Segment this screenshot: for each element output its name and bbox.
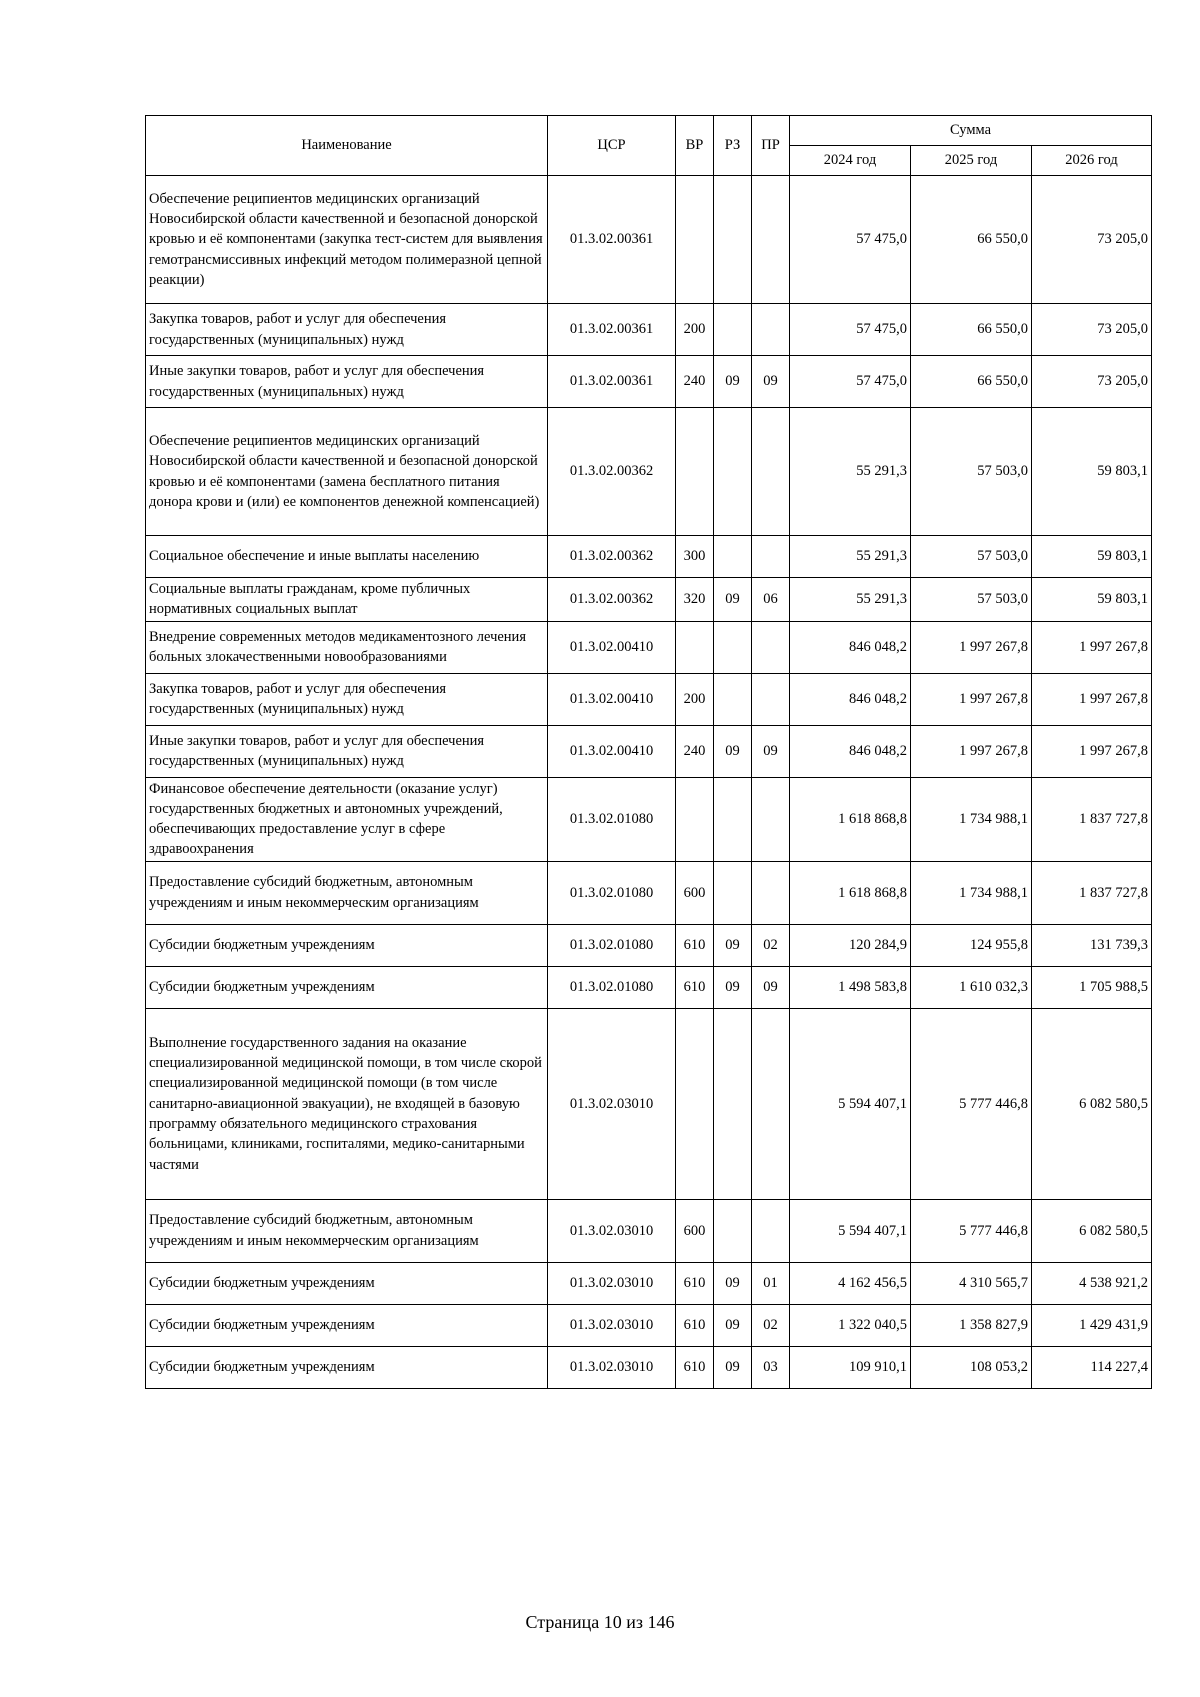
table-row bbox=[146, 1346, 1152, 1388]
row-sum-2024: 846 048,2 bbox=[790, 673, 911, 725]
header-year-2025: 2025 год bbox=[911, 146, 1032, 176]
row-sum-2025: 5 777 446,8 bbox=[911, 1199, 1032, 1262]
row-name: Иные закупки товаров, работ и услуг для обеспечения государственных (муниципальных) нужд bbox=[146, 356, 548, 408]
row-sum-2026: 1 429 431,9 bbox=[1032, 1304, 1152, 1346]
row-csr: 01.3.02.03010 bbox=[548, 1008, 676, 1199]
row-sum-2026: 59 803,1 bbox=[1032, 408, 1152, 536]
row-name: Предоставление субсидий бюджетным, автономным учреждениям и иным некоммерческим организациям bbox=[146, 861, 548, 924]
row-sum-2024: 57 475,0 bbox=[790, 176, 911, 304]
row-rz: 09 bbox=[714, 1346, 752, 1388]
header-pr: ПР bbox=[752, 116, 790, 176]
row-name: Выполнение государственного задания на оказание специализированной медицинской помощи, в том числе скорой специализированной медицинской помощи (в том числе санитарно-авиационной эвакуации), не входящей в базовую программу обязательного медицинского страхования больницами, клиниками, госпиталями, медико-санитарными частями bbox=[146, 1008, 548, 1199]
table-row bbox=[146, 777, 1152, 861]
row-sum-2026: 4 538 921,2 bbox=[1032, 1262, 1152, 1304]
row-pr bbox=[752, 304, 790, 356]
row-sum-2025: 1 610 032,3 bbox=[911, 966, 1032, 1008]
table-row bbox=[146, 621, 1152, 673]
row-csr: 01.3.02.03010 bbox=[548, 1304, 676, 1346]
row-sum-2025: 108 053,2 bbox=[911, 1346, 1032, 1388]
row-vr: 200 bbox=[676, 304, 714, 356]
row-csr: 01.3.02.03010 bbox=[548, 1262, 676, 1304]
row-rz bbox=[714, 536, 752, 578]
row-rz: 09 bbox=[714, 356, 752, 408]
table-row bbox=[146, 1262, 1152, 1304]
table-row bbox=[146, 924, 1152, 966]
header-vr: ВР bbox=[676, 116, 714, 176]
row-csr: 01.3.02.00410 bbox=[548, 673, 676, 725]
row-rz bbox=[714, 408, 752, 536]
row-csr: 01.3.02.00362 bbox=[548, 408, 676, 536]
row-vr: 610 bbox=[676, 924, 714, 966]
row-rz bbox=[714, 673, 752, 725]
row-sum-2026: 6 082 580,5 bbox=[1032, 1008, 1152, 1199]
row-pr: 09 bbox=[752, 966, 790, 1008]
row-csr: 01.3.02.00362 bbox=[548, 536, 676, 578]
row-vr: 300 bbox=[676, 536, 714, 578]
row-name: Финансовое обеспечение деятельности (оказание услуг) государственных бюджетных и автономных учреждений, обеспечивающих предоставление услуг в сфере здравоохранения bbox=[146, 777, 548, 861]
table-row bbox=[146, 1008, 1152, 1199]
row-rz: 09 bbox=[714, 924, 752, 966]
row-sum-2024: 5 594 407,1 bbox=[790, 1199, 911, 1262]
row-sum-2025: 5 777 446,8 bbox=[911, 1008, 1032, 1199]
table-row bbox=[146, 304, 1152, 356]
row-vr: 320 bbox=[676, 578, 714, 622]
row-sum-2026: 114 227,4 bbox=[1032, 1346, 1152, 1388]
row-csr: 01.3.02.01080 bbox=[548, 777, 676, 861]
page-number: Страница 10 из 146 bbox=[525, 1612, 675, 1632]
row-sum-2026: 73 205,0 bbox=[1032, 304, 1152, 356]
row-pr: 03 bbox=[752, 1346, 790, 1388]
header-name: Наименование bbox=[146, 116, 548, 176]
row-csr: 01.3.02.00361 bbox=[548, 304, 676, 356]
table-row bbox=[146, 725, 1152, 777]
row-pr bbox=[752, 1008, 790, 1199]
row-sum-2025: 4 310 565,7 bbox=[911, 1262, 1032, 1304]
row-sum-2024: 5 594 407,1 bbox=[790, 1008, 911, 1199]
row-pr: 06 bbox=[752, 578, 790, 622]
row-sum-2025: 66 550,0 bbox=[911, 356, 1032, 408]
header-sum: Сумма bbox=[790, 116, 1152, 146]
row-sum-2025: 1 358 827,9 bbox=[911, 1304, 1032, 1346]
row-csr: 01.3.02.00410 bbox=[548, 621, 676, 673]
row-csr: 01.3.02.00361 bbox=[548, 176, 676, 304]
row-rz bbox=[714, 176, 752, 304]
table-row bbox=[146, 1199, 1152, 1262]
table-body bbox=[146, 176, 1152, 1389]
row-pr: 09 bbox=[752, 356, 790, 408]
table-row bbox=[146, 536, 1152, 578]
row-name: Социальные выплаты гражданам, кроме публичных нормативных социальных выплат bbox=[146, 578, 548, 622]
table-row bbox=[146, 578, 1152, 622]
row-vr: 600 bbox=[676, 1199, 714, 1262]
row-sum-2024: 57 475,0 bbox=[790, 304, 911, 356]
row-name: Субсидии бюджетным учреждениям bbox=[146, 966, 548, 1008]
row-pr bbox=[752, 621, 790, 673]
row-rz: 09 bbox=[714, 578, 752, 622]
row-sum-2025: 57 503,0 bbox=[911, 536, 1032, 578]
row-rz bbox=[714, 777, 752, 861]
row-sum-2025: 1 734 988,1 bbox=[911, 777, 1032, 861]
row-csr: 01.3.02.00410 bbox=[548, 725, 676, 777]
row-pr bbox=[752, 176, 790, 304]
row-pr: 01 bbox=[752, 1262, 790, 1304]
row-name: Закупка товаров, работ и услуг для обеспечения государственных (муниципальных) нужд bbox=[146, 673, 548, 725]
budget-table bbox=[145, 115, 1152, 1389]
row-rz: 09 bbox=[714, 725, 752, 777]
row-rz: 09 bbox=[714, 966, 752, 1008]
header-year-2024: 2024 год bbox=[790, 146, 911, 176]
row-rz bbox=[714, 1008, 752, 1199]
row-sum-2025: 66 550,0 bbox=[911, 304, 1032, 356]
row-vr bbox=[676, 1008, 714, 1199]
row-vr: 610 bbox=[676, 1304, 714, 1346]
row-vr: 200 bbox=[676, 673, 714, 725]
row-vr bbox=[676, 621, 714, 673]
row-rz bbox=[714, 621, 752, 673]
table-row bbox=[146, 861, 1152, 924]
table-row bbox=[146, 176, 1152, 304]
row-name: Субсидии бюджетным учреждениям bbox=[146, 1346, 548, 1388]
row-vr bbox=[676, 777, 714, 861]
table-row bbox=[146, 1304, 1152, 1346]
row-pr bbox=[752, 1199, 790, 1262]
row-csr: 01.3.02.00361 bbox=[548, 356, 676, 408]
row-name: Обеспечение реципиентов медицинских организаций Новосибирской области качественной и безопасной донорской кровью и её компонентами (закупка тест-систем для выявления гемотрансмиссивных инфекций методом полимеразной цепной реакции) bbox=[146, 176, 548, 304]
row-sum-2026: 1 837 727,8 bbox=[1032, 861, 1152, 924]
row-sum-2024: 120 284,9 bbox=[790, 924, 911, 966]
row-name: Обеспечение реципиентов медицинских организаций Новосибирской области качественной и безопасной донорской кровью и её компонентами (замена бесплатного питания донора крови и (или) ее компонентов денежной компенсацией) bbox=[146, 408, 548, 536]
row-csr: 01.3.02.01080 bbox=[548, 924, 676, 966]
row-pr bbox=[752, 536, 790, 578]
table-row bbox=[146, 356, 1152, 408]
row-rz bbox=[714, 861, 752, 924]
row-sum-2024: 4 162 456,5 bbox=[790, 1262, 911, 1304]
row-name: Субсидии бюджетным учреждениям bbox=[146, 1304, 548, 1346]
row-sum-2026: 1 997 267,8 bbox=[1032, 673, 1152, 725]
row-sum-2024: 55 291,3 bbox=[790, 578, 911, 622]
row-rz bbox=[714, 304, 752, 356]
row-sum-2026: 131 739,3 bbox=[1032, 924, 1152, 966]
row-sum-2025: 1 997 267,8 bbox=[911, 673, 1032, 725]
row-vr: 610 bbox=[676, 1262, 714, 1304]
row-vr: 240 bbox=[676, 356, 714, 408]
header-rz: РЗ bbox=[714, 116, 752, 176]
row-sum-2025: 1 734 988,1 bbox=[911, 861, 1032, 924]
row-sum-2026: 1 997 267,8 bbox=[1032, 725, 1152, 777]
row-vr bbox=[676, 408, 714, 536]
row-pr bbox=[752, 408, 790, 536]
row-name: Социальное обеспечение и иные выплаты населению bbox=[146, 536, 548, 578]
row-name: Субсидии бюджетным учреждениям bbox=[146, 1262, 548, 1304]
row-csr: 01.3.02.03010 bbox=[548, 1346, 676, 1388]
table-row bbox=[146, 966, 1152, 1008]
row-sum-2024: 1 618 868,8 bbox=[790, 861, 911, 924]
row-csr: 01.3.02.01080 bbox=[548, 861, 676, 924]
row-sum-2024: 846 048,2 bbox=[790, 621, 911, 673]
row-rz: 09 bbox=[714, 1262, 752, 1304]
table-row bbox=[146, 408, 1152, 536]
row-name: Закупка товаров, работ и услуг для обеспечения государственных (муниципальных) нужд bbox=[146, 304, 548, 356]
row-sum-2026: 1 837 727,8 bbox=[1032, 777, 1152, 861]
row-sum-2026: 1 997 267,8 bbox=[1032, 621, 1152, 673]
row-sum-2025: 57 503,0 bbox=[911, 578, 1032, 622]
row-sum-2024: 1 618 868,8 bbox=[790, 777, 911, 861]
row-sum-2025: 57 503,0 bbox=[911, 408, 1032, 536]
row-vr: 600 bbox=[676, 861, 714, 924]
row-name: Иные закупки товаров, работ и услуг для обеспечения государственных (муниципальных) нужд bbox=[146, 725, 548, 777]
row-sum-2026: 1 705 988,5 bbox=[1032, 966, 1152, 1008]
row-pr: 09 bbox=[752, 725, 790, 777]
table-row bbox=[146, 673, 1152, 725]
row-sum-2024: 55 291,3 bbox=[790, 408, 911, 536]
row-sum-2026: 73 205,0 bbox=[1032, 176, 1152, 304]
row-sum-2026: 59 803,1 bbox=[1032, 536, 1152, 578]
row-rz bbox=[714, 1199, 752, 1262]
row-vr: 610 bbox=[676, 966, 714, 1008]
row-sum-2025: 1 997 267,8 bbox=[911, 621, 1032, 673]
row-sum-2024: 846 048,2 bbox=[790, 725, 911, 777]
row-name: Внедрение современных методов медикаментозного лечения больных злокачественными новообразованиями bbox=[146, 621, 548, 673]
row-sum-2025: 66 550,0 bbox=[911, 176, 1032, 304]
row-sum-2024: 1 498 583,8 bbox=[790, 966, 911, 1008]
header-csr: ЦСР bbox=[548, 116, 676, 176]
row-sum-2024: 57 475,0 bbox=[790, 356, 911, 408]
row-rz: 09 bbox=[714, 1304, 752, 1346]
row-pr bbox=[752, 861, 790, 924]
row-vr bbox=[676, 176, 714, 304]
row-vr: 240 bbox=[676, 725, 714, 777]
row-sum-2024: 109 910,1 bbox=[790, 1346, 911, 1388]
row-pr: 02 bbox=[752, 924, 790, 966]
row-sum-2024: 1 322 040,5 bbox=[790, 1304, 911, 1346]
row-sum-2026: 73 205,0 bbox=[1032, 356, 1152, 408]
row-name: Субсидии бюджетным учреждениям bbox=[146, 924, 548, 966]
row-csr: 01.3.02.00362 bbox=[548, 578, 676, 622]
row-csr: 01.3.02.03010 bbox=[548, 1199, 676, 1262]
row-csr: 01.3.02.01080 bbox=[548, 966, 676, 1008]
row-pr bbox=[752, 777, 790, 861]
row-sum-2026: 6 082 580,5 bbox=[1032, 1199, 1152, 1262]
row-name: Предоставление субсидий бюджетным, автономным учреждениям и иным некоммерческим организациям bbox=[146, 1199, 548, 1262]
row-sum-2024: 55 291,3 bbox=[790, 536, 911, 578]
row-sum-2025: 124 955,8 bbox=[911, 924, 1032, 966]
row-sum-2026: 59 803,1 bbox=[1032, 578, 1152, 622]
row-sum-2025: 1 997 267,8 bbox=[911, 725, 1032, 777]
row-pr bbox=[752, 673, 790, 725]
row-pr: 02 bbox=[752, 1304, 790, 1346]
header-year-2026: 2026 год bbox=[1032, 146, 1152, 176]
row-vr: 610 bbox=[676, 1346, 714, 1388]
